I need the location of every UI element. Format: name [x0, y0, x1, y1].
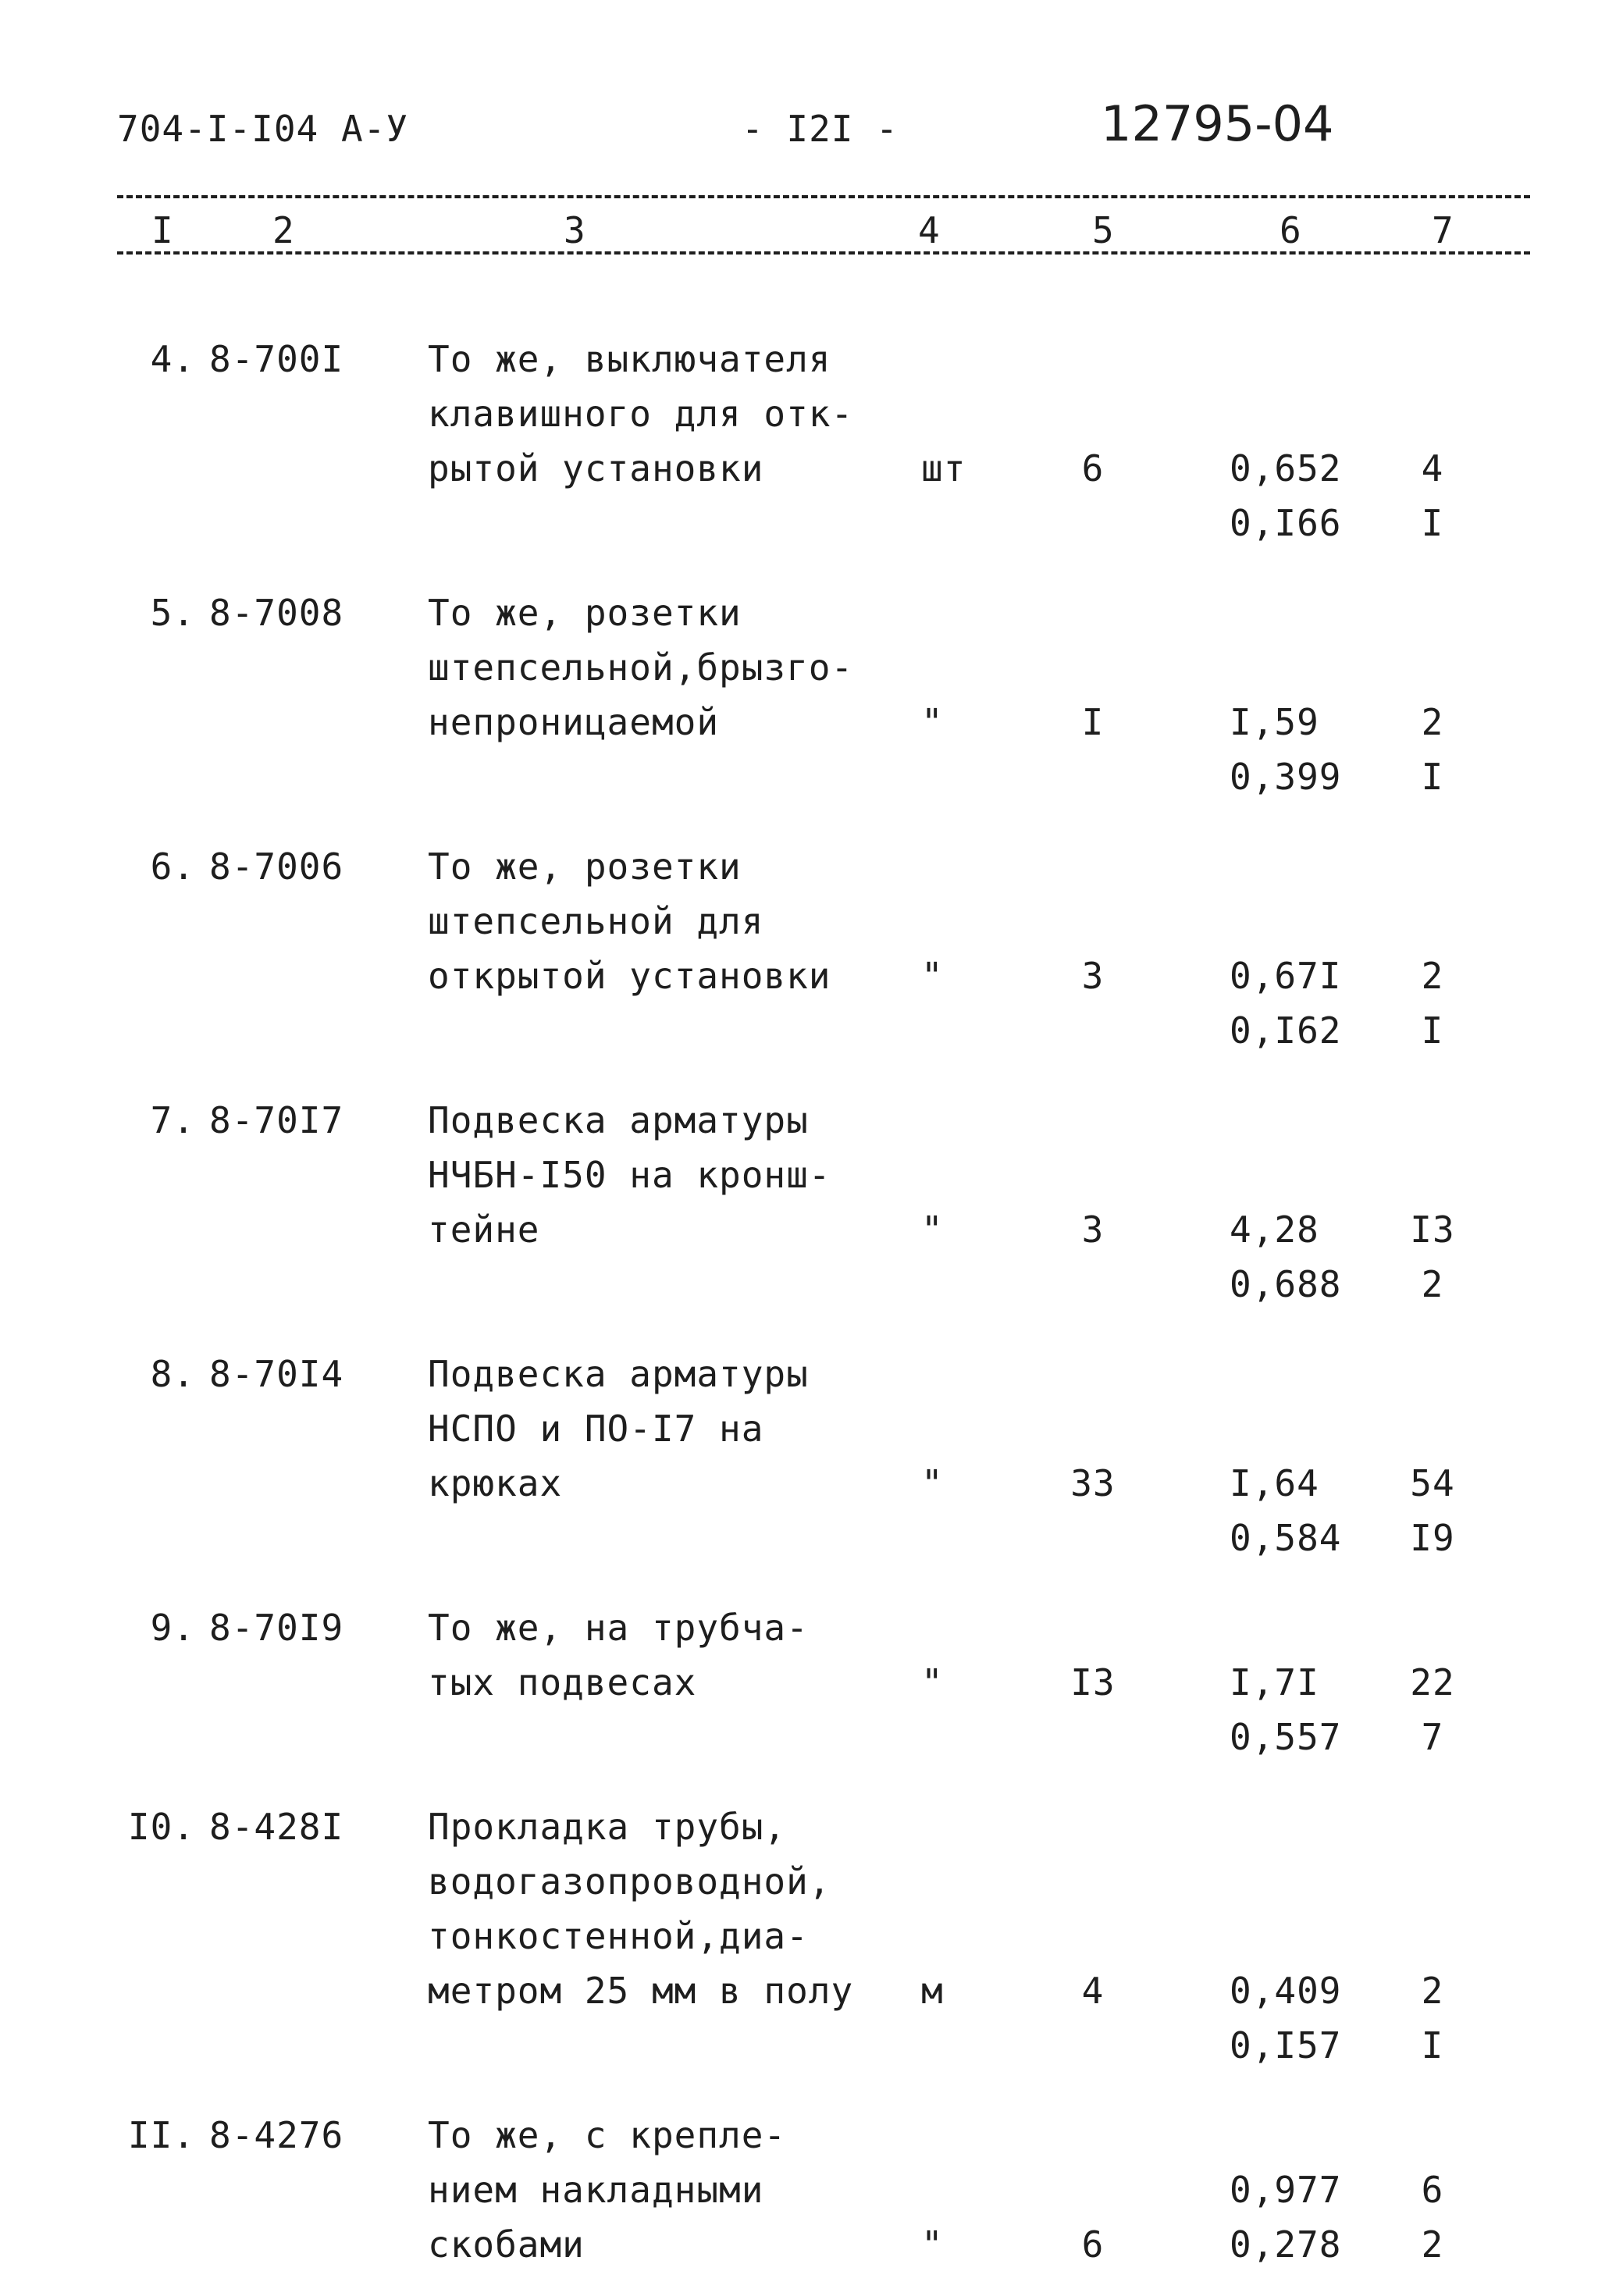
row-total-2: I	[1421, 2024, 1444, 2066]
row-total-1: 2	[1421, 701, 1444, 743]
row-total-2: 2	[1421, 2223, 1444, 2266]
header-dash-line-bottom	[117, 251, 1530, 255]
row-description-line: штепсельной для	[428, 900, 764, 942]
row-unit: "	[921, 701, 944, 743]
row-code: 8-700I	[209, 338, 344, 380]
row-rate-1: 0,652	[1230, 447, 1342, 489]
row-description-line: водогазопроводной,	[428, 1860, 831, 1903]
row-rate-2: 0,I62	[1230, 1009, 1342, 1052]
row-unit: "	[921, 1462, 944, 1504]
row-rate-2: 0,I66	[1230, 502, 1342, 544]
row-number: 6.	[150, 845, 195, 888]
row-quantity: I	[1081, 701, 1105, 743]
row-description-line: открытой установки	[428, 955, 831, 997]
row-quantity: 6	[1081, 447, 1105, 489]
row-quantity: 3	[1081, 955, 1105, 997]
row-description-line: НСПО и ПО-I7 на	[428, 1408, 764, 1450]
row-description-line: тейне	[428, 1209, 540, 1251]
row-description-line: непроницаемой	[428, 701, 720, 743]
column-number-6: 6	[1276, 209, 1304, 251]
row-rate-1: I,59	[1230, 701, 1319, 743]
row-description-line: НЧБН-I50 на кронш-	[428, 1154, 831, 1196]
row-total-2: I	[1421, 756, 1444, 798]
row-description-line: тых подвесах	[428, 1661, 697, 1703]
row-description-line: То же, выключателя	[428, 338, 831, 380]
row-rate-2: 0,557	[1230, 1716, 1342, 1758]
row-rate-2: 0,399	[1230, 756, 1342, 798]
column-number-3: 3	[561, 209, 589, 251]
row-description-line: Подвеска арматуры	[428, 1353, 809, 1395]
row-description-line: То же, на трубча-	[428, 1607, 809, 1649]
row-code: 8-7006	[209, 845, 344, 888]
row-rate-2: 0,I57	[1230, 2024, 1342, 2066]
row-code: 8-70I4	[209, 1353, 344, 1395]
row-code: 8-70I7	[209, 1099, 344, 1141]
row-total-2: I	[1421, 1009, 1444, 1052]
row-number: II.	[127, 2114, 195, 2156]
column-number-1: I	[148, 209, 176, 251]
row-description-line: нием накладными	[428, 2169, 764, 2211]
row-description-line: клавишного для отк-	[428, 393, 854, 435]
row-total-2: I	[1421, 502, 1444, 544]
column-number-4: 4	[915, 209, 943, 251]
document-code: 704-I-I04 А-У	[117, 108, 409, 150]
row-description-line: рытой установки	[428, 447, 764, 489]
row-unit: м	[921, 1970, 944, 2012]
row-number: 5.	[150, 592, 195, 634]
page-number: - I2I -	[742, 108, 899, 150]
row-number: I0.	[127, 1806, 195, 1848]
row-total-2: 7	[1421, 1716, 1444, 1758]
header-dash-line-top	[117, 195, 1530, 198]
row-description-line: тонкостенной,диа-	[428, 1915, 809, 1957]
row-description-line: То же, розетки	[428, 845, 742, 888]
row-number: 9.	[150, 1607, 195, 1649]
row-unit: шт	[921, 447, 966, 489]
row-unit: "	[921, 955, 944, 997]
column-number-7: 7	[1429, 209, 1457, 251]
row-rate-1: 0,977	[1230, 2169, 1342, 2211]
row-total-1: 2	[1421, 955, 1444, 997]
row-total-1: 22	[1410, 1661, 1455, 1703]
column-number-2: 2	[269, 209, 297, 251]
row-description-line: крюках	[428, 1462, 563, 1504]
row-description-line: Подвеска арматуры	[428, 1099, 809, 1141]
column-number-5: 5	[1089, 209, 1117, 251]
row-code: 8-70I9	[209, 1607, 344, 1649]
row-total-1: 54	[1410, 1462, 1455, 1504]
row-rate-1: I,7I	[1230, 1661, 1319, 1703]
row-rate-2: 0,278	[1230, 2223, 1342, 2266]
row-rate-1: 0,67I	[1230, 955, 1342, 997]
row-code: 8-428I	[209, 1806, 344, 1848]
row-total-1: 2	[1421, 1970, 1444, 2012]
row-quantity: 4	[1081, 1970, 1105, 2012]
row-total-2: I9	[1410, 1517, 1455, 1559]
handwritten-number: 12795-04	[1101, 95, 1334, 152]
row-rate-1: I,64	[1230, 1462, 1319, 1504]
row-description-line: метром 25 мм в полу	[428, 1970, 854, 2012]
row-description-line: То же, с крепле-	[428, 2114, 787, 2156]
row-total-2: 2	[1421, 1263, 1444, 1305]
row-rate-1: 4,28	[1230, 1209, 1319, 1251]
row-quantity: 3	[1081, 1209, 1105, 1251]
row-description-line: скобами	[428, 2223, 585, 2266]
row-number: 8.	[150, 1353, 195, 1395]
row-description-line: штепсельной,брызго-	[428, 646, 854, 689]
row-total-1: 4	[1421, 447, 1444, 489]
row-rate-1: 0,409	[1230, 1970, 1342, 2012]
row-description-line: То же, розетки	[428, 592, 742, 634]
row-rate-2: 0,688	[1230, 1263, 1342, 1305]
row-description-line: Прокладка трубы,	[428, 1806, 787, 1848]
row-code: 8-4276	[209, 2114, 344, 2156]
row-quantity: 33	[1070, 1462, 1116, 1504]
row-unit: "	[921, 1209, 944, 1251]
row-total-1: I3	[1410, 1209, 1455, 1251]
row-number: 7.	[150, 1099, 195, 1141]
row-code: 8-7008	[209, 592, 344, 634]
row-number: 4.	[150, 338, 195, 380]
row-quantity: I3	[1070, 1661, 1116, 1703]
row-unit: "	[921, 1661, 944, 1703]
row-rate-2: 0,584	[1230, 1517, 1342, 1559]
row-quantity: 6	[1081, 2223, 1105, 2266]
row-unit: "	[921, 2223, 944, 2266]
row-total-1: 6	[1421, 2169, 1444, 2211]
